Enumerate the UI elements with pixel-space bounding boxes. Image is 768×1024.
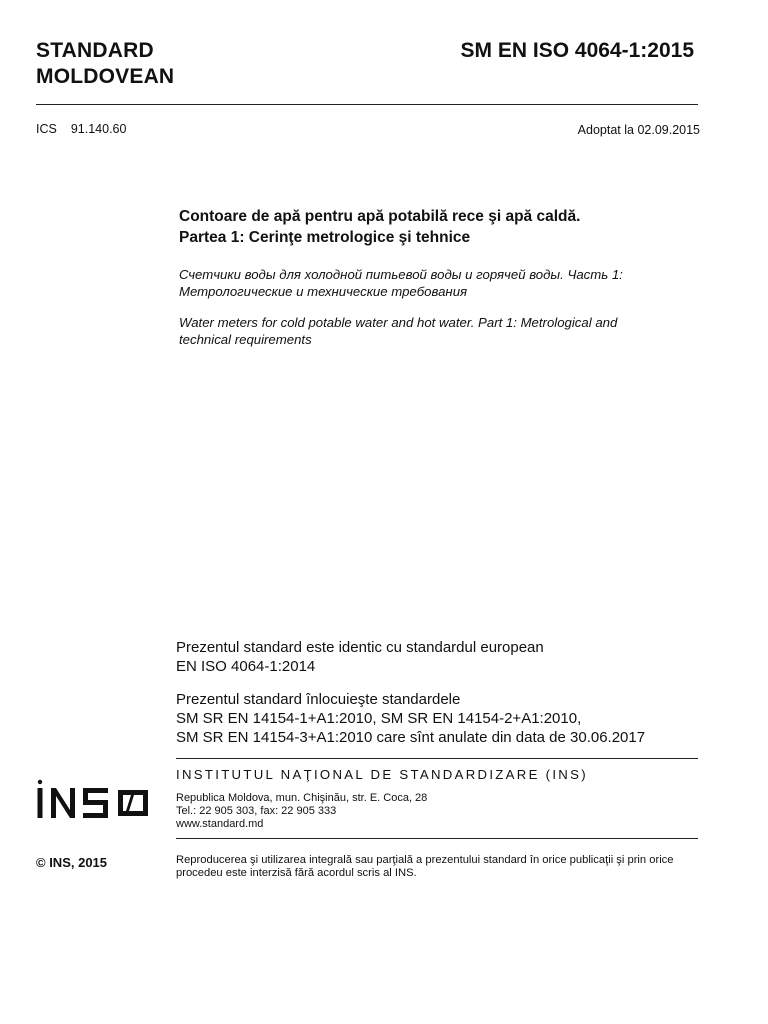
title-ro-line1: Contoare de apă pentru apă potabilă rece şi apă caldă. bbox=[179, 208, 581, 225]
standard-code: SM EN ISO 4064-1:2015 bbox=[460, 39, 694, 62]
standard-type-heading bbox=[36, 38, 174, 90]
title-ru-line2: Метрологические и технические требования bbox=[179, 284, 468, 299]
adoption-date: Adoptat la 02.09.2015 bbox=[577, 123, 700, 137]
standard-type-line1: STANDARD bbox=[36, 39, 154, 62]
institute-name: INSTITUTUL NAŢIONAL DE STANDARDIZARE (INS) bbox=[176, 767, 588, 782]
ins-logo bbox=[34, 778, 156, 822]
replacement-note-line2: SM SR EN 14154-1+A1:2010, SM SR EN 14154-2+A1:2010, bbox=[176, 710, 582, 727]
document-title-ru bbox=[179, 266, 719, 300]
replacement-note-line3: SM SR EN 14154-3+A1:2010 care sînt anulate din data de 30.06.2017 bbox=[176, 729, 646, 746]
institute-top-divider bbox=[176, 758, 698, 759]
title-ru-line1: Счетчики воды для холодной питьевой воды и горячей воды. Часть 1: bbox=[179, 267, 623, 282]
document-title-en bbox=[179, 314, 719, 348]
replacement-note-line1: Prezentul standard înlocuieşte standardele bbox=[176, 691, 461, 708]
institute-website-link[interactable]: www.standard.md bbox=[176, 818, 264, 830]
title-en-line1: Water meters for cold potable water and hot water. Part 1: Metrological and bbox=[179, 315, 618, 330]
institute-phone: Tel.: 22 905 303, fax: 22 905 333 bbox=[176, 805, 337, 817]
footer-divider bbox=[176, 838, 698, 839]
header-divider bbox=[36, 104, 698, 105]
reproduction-notice: Reproducerea şi utilizarea integrală sau parţială a prezentului standard în orice publicaţii şi prin orice procedeu este interzisă fără acordul scris al INS. bbox=[176, 854, 674, 879]
copyright: © INS, 2015 bbox=[36, 855, 108, 870]
ics-classification bbox=[36, 122, 126, 136]
identity-note-line2: EN ISO 4064-1:2014 bbox=[176, 658, 316, 675]
ics-label: ICS bbox=[36, 122, 57, 136]
identity-note bbox=[176, 638, 716, 676]
title-ro-line2: Partea 1: Cerinţe metrologice şi tehnice bbox=[179, 229, 471, 246]
document-title-ro bbox=[179, 206, 719, 248]
identity-note-line1: Prezentul standard este identic cu standardul european bbox=[176, 639, 544, 656]
ics-code: 91.140.60 bbox=[70, 122, 127, 136]
standard-type-line2: MOLDOVEAN bbox=[36, 65, 175, 88]
replacement-note bbox=[176, 690, 716, 747]
institute-contacts bbox=[176, 792, 427, 831]
institute-address: Republica Moldova, mun. Chişinău, str. E. Coca, 28 bbox=[176, 792, 428, 804]
title-en-line2: technical requirements bbox=[179, 332, 312, 347]
